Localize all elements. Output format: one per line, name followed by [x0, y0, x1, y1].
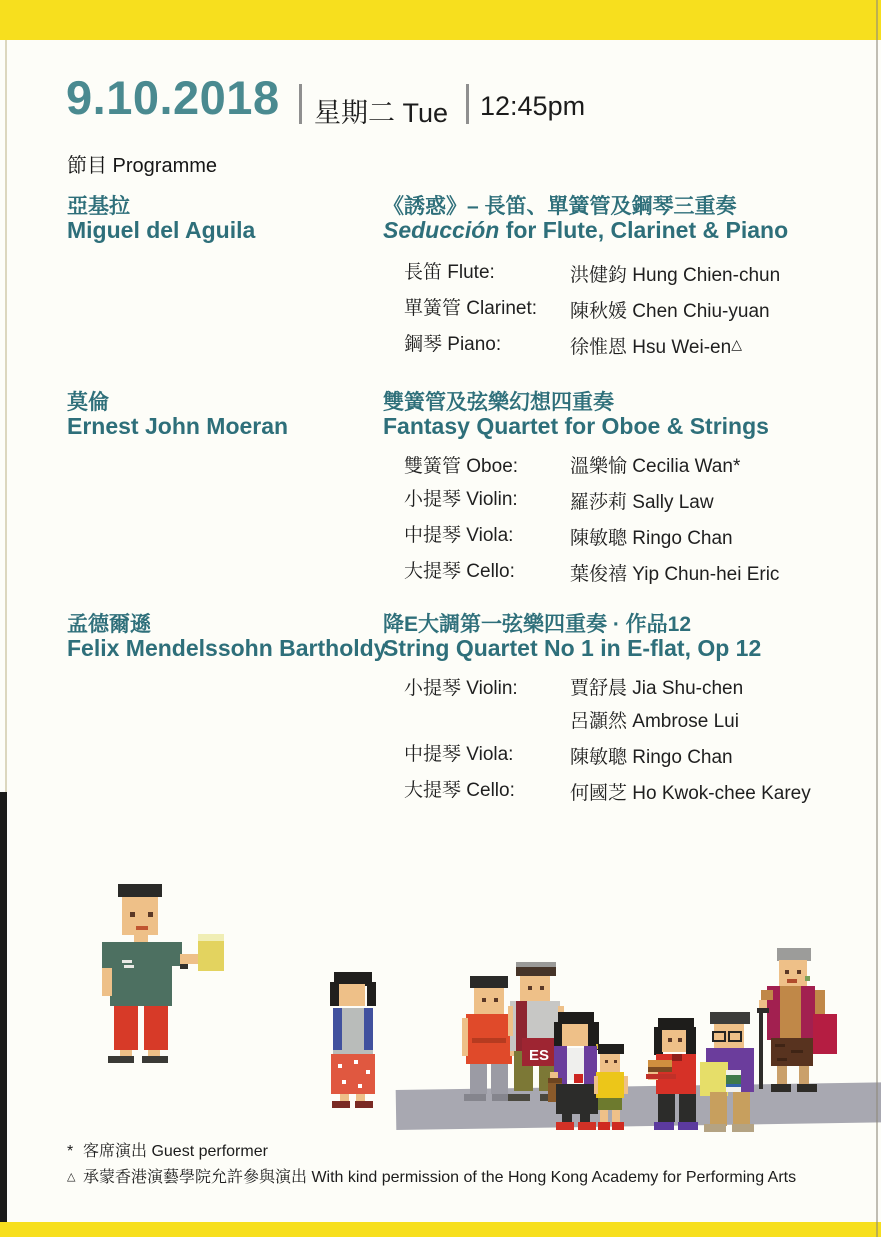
performer-role: 雙簧管 Oboe:: [404, 456, 519, 477]
performer-row: [404, 256, 874, 292]
divider-bar: [299, 84, 302, 124]
performer-role: 長笛 Flute:: [404, 262, 495, 283]
piece-3-performers: [404, 672, 874, 810]
performer-role: 單簧管 Clarinet:: [404, 298, 538, 319]
performer-name: [570, 450, 874, 483]
performer-name: [570, 555, 874, 591]
performer-name: [570, 519, 874, 555]
performer-row: [404, 483, 874, 519]
performer-role: 鋼琴 Piano:: [404, 334, 502, 355]
left-spine-shadow: [0, 792, 7, 1222]
performer-row: [404, 519, 874, 555]
piece-2-title-en-rest: Fantasy Quartet for Oboe & Strings: [383, 413, 769, 439]
piece-3-title-en-rest: String Quartet No 1 in E-flat, Op 12: [383, 635, 762, 661]
performer-mark: *: [732, 456, 741, 477]
footnote-text: 客席演出 Guest performer: [83, 1143, 268, 1160]
footnote-symbol: *: [67, 1143, 74, 1160]
performer-name-text: 溫樂愉 Cecilia Wan: [570, 456, 733, 477]
piece-3-title-en: [383, 635, 761, 662]
performer-name: [570, 483, 874, 519]
left-fold-line: [5, 40, 7, 792]
piece-1-performers: [404, 256, 874, 364]
performer-row: [404, 738, 874, 774]
performer-name: [570, 774, 874, 810]
right-page-edge: [876, 0, 878, 1237]
piece-3-title-zh: 降E大調第一弦樂四重奏 · 作品12: [383, 613, 692, 636]
woman-with-backpack-figure: [328, 972, 378, 1110]
performer-role: 中提琴 Viola:: [404, 525, 514, 546]
performer-name-text: 陳敏聰 Ringo Chan: [570, 528, 733, 549]
piece-2-performers: [404, 450, 874, 591]
piece-3-composer-zh: 孟德爾遜: [67, 613, 151, 636]
performer-row: [404, 328, 874, 364]
weekday-label: 星期二 Tue: [314, 98, 449, 128]
performer-role: 中提琴 Viola:: [404, 744, 514, 765]
performer-name-text: 賈舒晨 Jia Shu-chen: [570, 678, 744, 699]
performer-name: [570, 672, 874, 738]
bag-text: ES: [528, 1047, 550, 1064]
performer-row: [404, 450, 874, 483]
piece-1-composer-zh: 亞基拉: [67, 195, 130, 218]
time-label: 12:45pm: [480, 91, 586, 121]
performer-name-text: 羅莎莉 Sally Law: [570, 492, 714, 513]
performer-name: [570, 738, 874, 774]
piece-2-title-zh: 雙簧管及弦樂幻想四重奏: [383, 391, 614, 414]
performer-name-text: 陳秋媛 Chen Chiu-yuan: [570, 301, 770, 322]
footnote-symbol: △: [67, 1171, 76, 1183]
performer-name-text: 葉俊禧 Yip Chun-hei Eric: [570, 564, 780, 585]
divider-bar: [466, 84, 469, 124]
piece-2-title-en: [383, 413, 769, 440]
performer-row: [404, 292, 874, 328]
elderly-woman-with-cane-figure: [757, 948, 841, 1095]
piece-1-title-en: [383, 217, 788, 244]
performer-name: [570, 292, 874, 328]
performer-role: 小提琴 Violin:: [404, 489, 518, 510]
performer-row: [404, 555, 874, 591]
performer-row: [404, 774, 874, 810]
performer-name-text: 徐惟恩 Hsu Wei-en: [570, 337, 732, 358]
child-figure: [594, 1044, 630, 1130]
performer-role: 大提琴 Cello:: [404, 561, 515, 582]
piece-1-title-en-italic: Seducción: [383, 217, 500, 243]
footnote-text: 承蒙香港演藝學院允許參與演出 With kind permission of the Hong Kong Academy for Performing Arts: [83, 1169, 797, 1186]
man-with-folder-and-can-figure: [700, 1012, 760, 1132]
performer-role: 小提琴 Violin:: [404, 678, 518, 699]
footnote-permission: [67, 1168, 796, 1187]
bottom-yellow-band: [0, 1222, 881, 1237]
piece-1-composer-en: Miguel del Aguila: [67, 217, 256, 243]
programme-section-label: 節目 Programme: [67, 155, 218, 177]
performer-name-text-2: 呂灝然 Ambrose Lui: [570, 711, 739, 732]
piece-2-composer-zh: 莫倫: [67, 391, 109, 414]
performer-name-text: 陳敏聰 Ringo Chan: [570, 747, 733, 768]
performer-name-text: 何國芝 Ho Kwok-chee Karey: [570, 783, 811, 804]
performer-mark: △: [731, 336, 742, 352]
performer-row: [404, 672, 874, 738]
performer-name-text: 洪健鈞 Hung Chien-chun: [570, 265, 781, 286]
piece-1-title-zh: 《誘惑》– 長笛、單簧管及鋼琴三重奏: [383, 195, 737, 218]
woman-holding-burger-figure: [646, 1018, 706, 1130]
performer-role: 大提琴 Cello:: [404, 780, 515, 801]
man-holding-drink-figure: [96, 884, 228, 1064]
top-yellow-band: [0, 0, 881, 40]
footnote-guest-performer: [67, 1143, 268, 1161]
piece-1-title-en-rest: for Flute, Clarinet & Piano: [499, 217, 789, 243]
date-heading: 9.10.2018: [66, 71, 280, 124]
performer-name: [570, 328, 874, 364]
piece-3-composer-en: Felix Mendelssohn Bartholdy: [67, 635, 387, 661]
piece-2-composer-en: Ernest John Moeran: [67, 413, 289, 439]
performer-name: [570, 256, 874, 292]
